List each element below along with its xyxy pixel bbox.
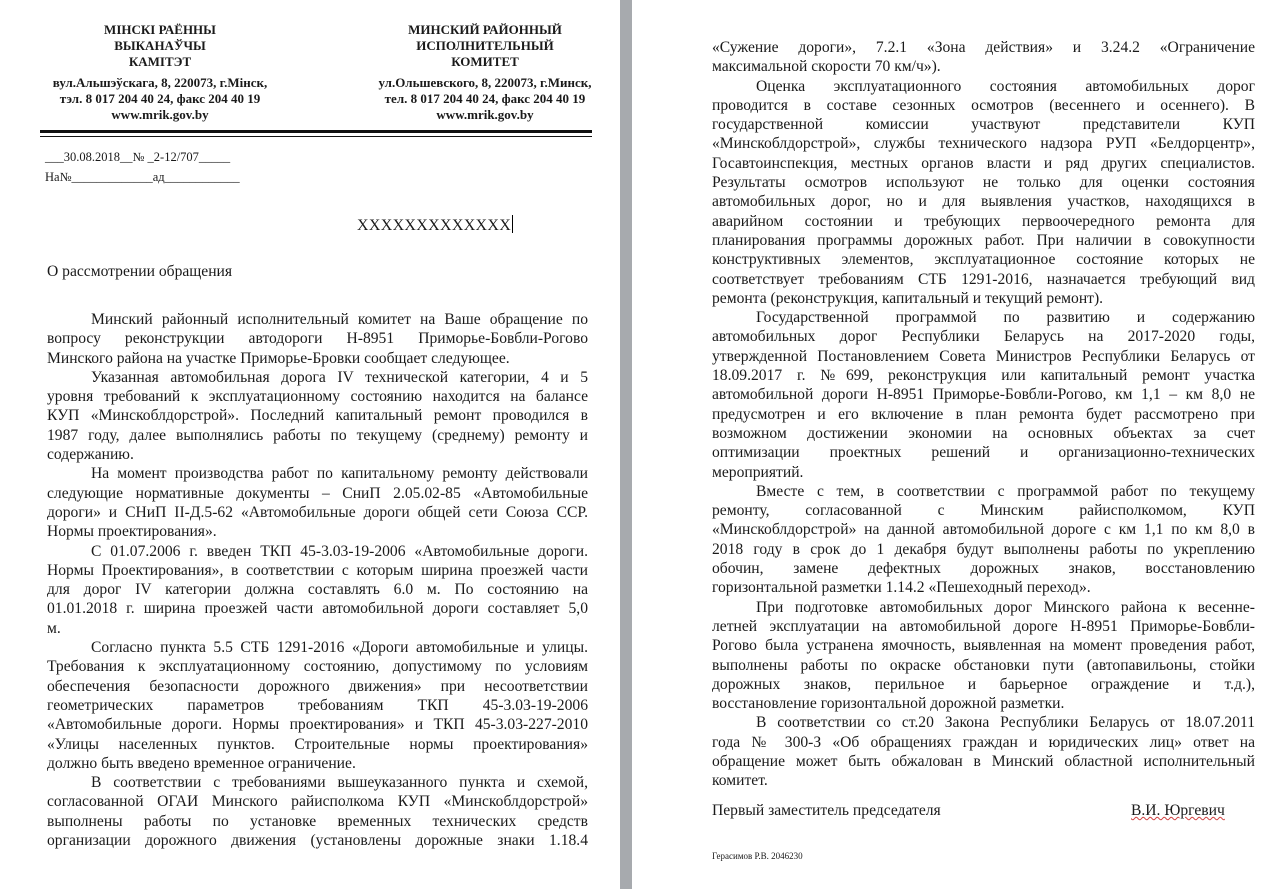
paragraph xyxy=(47,310,588,368)
text-line: «Минскоблдорстрой», службы технического надзора РУП «Белдорцентр», xyxy=(712,135,1255,153)
text-line: При подготовке автомобильных дорог Минского района к весенне- xyxy=(756,598,1255,616)
text-line: обращение может быть обжалован в Минский областной исполнительный xyxy=(712,752,1255,770)
text-cursor xyxy=(512,215,513,233)
text-line: геометрических параметров требованиям ТКП 45-3.03-19-2006 xyxy=(47,696,588,714)
text-line: утвержденной Постановлением Совета Министров Республики Беларусь от xyxy=(712,347,1255,365)
letterhead-divider xyxy=(40,130,592,133)
signer-name: В.И. Юргевич xyxy=(1131,802,1225,819)
text-line: восстановление горизонтальной дорожной разметки. xyxy=(712,695,1065,713)
org-name-line: МІНСКІ РАЁННЫ xyxy=(104,22,216,37)
paragraph xyxy=(712,482,1255,598)
text-line: «Автомобильные дороги. Нормы проектирования» и ТКП 45-3.03-227-2010 xyxy=(47,716,588,734)
org-name-line: КОМИТЕТ xyxy=(451,54,519,70)
incoming-reference: На№_____________ад____________ xyxy=(45,170,240,184)
document-page-left xyxy=(0,0,620,889)
text-line: выполнены работы по окраске обстановки пути (автопавильоны, стойки xyxy=(712,656,1255,674)
text-line: уровня требований к эксплуатационному состоянию находится на балансе xyxy=(47,388,588,406)
paragraph xyxy=(712,38,1255,77)
letterhead-belarusian xyxy=(30,22,290,123)
org-name-line: ВЫКАНАЎЧЫ xyxy=(114,38,206,54)
text-line: государственной комиссии участвуют представители КУП xyxy=(712,116,1255,134)
letterhead-divider-thin xyxy=(40,136,592,137)
text-line: предусмотрен и его включение в план ремонта будет рассмотрено при xyxy=(712,405,1255,423)
text-line: автомобильных дорог Республики Беларусь на 2017-2020 годы, xyxy=(712,328,1255,346)
text-line: обочин, замене дефектных дорожных знаков, восстановлению xyxy=(712,560,1255,578)
text-line: «Минскоблдорстрой» на данной автомобильной дороге с км 1,1 по км 8,0 в xyxy=(712,521,1255,539)
phone-line: тел. 8 017 204 40 24, факс 204 40 19 xyxy=(384,90,586,106)
text-line: максимальной скорости 70 км/ч»). xyxy=(712,58,941,76)
text-line: Нормы проектирования». xyxy=(47,523,217,541)
text-line: Минский районный исполнительный комитет на Ваше обращение по xyxy=(91,311,588,328)
org-name-line: МИНСКИЙ РАЙОННЫЙ xyxy=(408,22,562,37)
text-line: согласованной ОГАИ Минского райисполкома КУП «Минскоблдорстрой» xyxy=(47,793,588,811)
text-line: горизонтальной разметки 1.14.2 «Пешеходный переход». xyxy=(712,579,1091,597)
org-name-line: ИСПОЛНИТЕЛЬНЫЙ xyxy=(416,38,554,54)
text-line: ремонта (реконструкция, капитальный и текущий ремонт). xyxy=(712,289,1104,307)
text-line: Нормы Проектирования», в соответствии с которым ширина проезжей части xyxy=(47,561,588,579)
text-line: «Улицы населенных пунктов. Строительные нормы проектирования» xyxy=(47,735,588,753)
document-page-right xyxy=(632,0,1280,889)
text-line: Указанная автомобильная дорога IV технической категории, 4 и 5 xyxy=(91,368,588,386)
text-line: содержанию. xyxy=(47,446,134,464)
text-line: возможном достижении экономии на основных объектах за счет xyxy=(712,424,1255,442)
website-line: www.mrik.gov.by xyxy=(111,107,209,123)
text-line: На момент производства работ по капитальному ремонту действовали xyxy=(91,465,588,483)
executor-footer: Герасимов Р.В. 2046230 xyxy=(712,851,803,861)
address-line: вул.Альшэўскага, 8, 220073, г.Мінск, xyxy=(52,74,268,90)
phone-line: тэл. 8 017 204 40 24, факс 204 40 19 xyxy=(59,90,261,106)
text-line: Требования к эксплуатационному состоянию, допустимому по условиям xyxy=(47,658,588,676)
paragraph xyxy=(47,638,588,773)
text-line: мероприятий. xyxy=(712,463,804,481)
org-name-line: КАМІТЭТ xyxy=(128,54,192,70)
text-line: Оценка эксплуатационного состояния автомобильных дорог xyxy=(756,77,1255,95)
text-line: автомобильных дорог, но и для выявления участков, находящихся в xyxy=(712,193,1255,211)
website-line: www.mrik.gov.by xyxy=(436,107,534,123)
addressee-text: XXXXXXXXXXXXX xyxy=(357,217,512,234)
text-line: организации дорожного движения (установлены дорожные знаки 1.18.4 xyxy=(47,832,588,850)
text-line: проводится в составе сезонных осмотров (весеннего и осеннего). В xyxy=(712,96,1255,114)
text-line: В соответствии со ст.20 Закона Республики Беларусь от 18.07.2011 xyxy=(756,714,1255,732)
text-line: для дорог IV категории должна составлять 6.0 м. По состоянию на xyxy=(47,581,588,599)
paragraph xyxy=(712,598,1255,714)
text-line: оптимизации проектных решений и организационно-технических xyxy=(712,444,1255,462)
addressee[interactable] xyxy=(357,215,513,235)
letter-body-right xyxy=(712,38,1255,791)
paragraph xyxy=(712,713,1255,790)
text-line: должно быть введено временное ограничение. xyxy=(47,754,356,772)
page-separator xyxy=(620,0,632,889)
text-line: 2018 году в срок до 1 декабря будут выполнены работы по укреплению xyxy=(712,540,1255,558)
paragraph xyxy=(712,308,1255,482)
paragraph xyxy=(47,368,588,464)
text-line: комитет. xyxy=(712,772,768,790)
paragraph xyxy=(47,464,588,541)
text-line: автомобильной дороги Н-8951 Приморье-Бовбли-Рогово, км 1,1 – км 8,0 не xyxy=(712,386,1255,404)
signature-name xyxy=(1131,802,1225,820)
text-line: ремонту, согласованной с Минским райисполкомом, КУП xyxy=(712,502,1255,520)
text-line: «Сужение дороги», 7.2.1 «Зона действия» и 3.24.2 «Ограничение xyxy=(712,39,1255,56)
text-line: дорожных знаков, перильное и барьерное ограждение и т.д.), xyxy=(712,675,1255,693)
text-line: Результаты осмотров используют не только для оценки состояния xyxy=(712,174,1255,192)
text-line: летней эксплуатации на автомобильной дороге Н-8951 Приморье-Бовбли- xyxy=(712,617,1255,635)
text-line: дороги» и СНиП II-Д.5-62 «Автомобильные дороги общей сети Союза ССР. xyxy=(47,503,588,521)
text-line: м. xyxy=(47,619,61,637)
text-line: года № 300-З «Об обращениях граждан и юридических лиц» ответ на xyxy=(712,733,1255,751)
text-line: Согласно пункта 5.5 СТБ 1291-2016 «Дороги автомобильные и улицы. xyxy=(91,639,588,657)
text-line: Рогово была устранена ямочность, выявленная на момент проведения работ, xyxy=(712,637,1255,655)
text-line: Государственной программой по развитию и содержанию xyxy=(756,309,1255,327)
text-line: 18.09.2017 г. №699, реконструкция или капитальный ремонт участка xyxy=(712,367,1255,385)
outgoing-reference: ___30.08.2018__№ _2-12/707_____ xyxy=(45,150,231,164)
text-line: планирования программы дорожных работ. При наличии в совокупности xyxy=(712,231,1255,249)
text-line: конструктивных элементов, эксплуатационное состояние которых не xyxy=(712,251,1255,269)
paragraph xyxy=(47,773,588,850)
text-line: вопросу реконструкции автодороги Н-8951 Приморье-Бовбли-Рогово xyxy=(47,330,588,348)
text-line: С 01.07.2006 г. введен ТКП 45-3.03-19-2006 «Автомобильные дороги. xyxy=(91,542,588,560)
text-line: КУП «Минскоблдорстрой». Последний капитальный ремонт проводился в xyxy=(47,407,588,425)
text-line: 1987 году, далее выполнялись работы по текущему (среднему) ремонту и xyxy=(47,426,588,444)
text-line: выполнены работы по установке временных технических средств xyxy=(47,812,588,830)
text-line: В соответствии с требованиями вышеуказанного пункта и схемой, xyxy=(91,774,588,792)
text-line: соответствует требованиям СТБ 1291-2016, назначается требующий вид xyxy=(712,270,1255,288)
paragraph xyxy=(47,542,588,638)
text-line: Минского района на участке Приморье-Бровки сообщает следующее. xyxy=(47,349,510,367)
address-line: ул.Ольшевского, 8, 220073, г.Минск, xyxy=(378,74,592,90)
signature-position: Первый заместитель председателя xyxy=(712,802,941,819)
letter-body-left xyxy=(47,310,588,850)
text-line: Вместе с тем, в соответствии с программой работ по текущему xyxy=(756,482,1255,500)
text-line: следующие нормативные документы – СниП 2.05.02-85 «Автомобильные xyxy=(47,484,588,502)
text-line: Госавтоинспекция, местных органов власти и ряд других специалистов. xyxy=(712,154,1255,172)
text-line: обеспечения безопасности дорожного движения» при несоответствии xyxy=(47,677,588,695)
text-line: аварийном состоянии и требующих первоочередного ремонта для xyxy=(712,212,1255,230)
letterhead-russian xyxy=(355,22,615,123)
text-line: 01.01.2018 г. ширина проезжей части автомобильной дороги составляет 5,0 xyxy=(47,600,588,618)
letter-subject: О рассмотрении обращения xyxy=(47,263,233,280)
paragraph xyxy=(712,77,1255,309)
